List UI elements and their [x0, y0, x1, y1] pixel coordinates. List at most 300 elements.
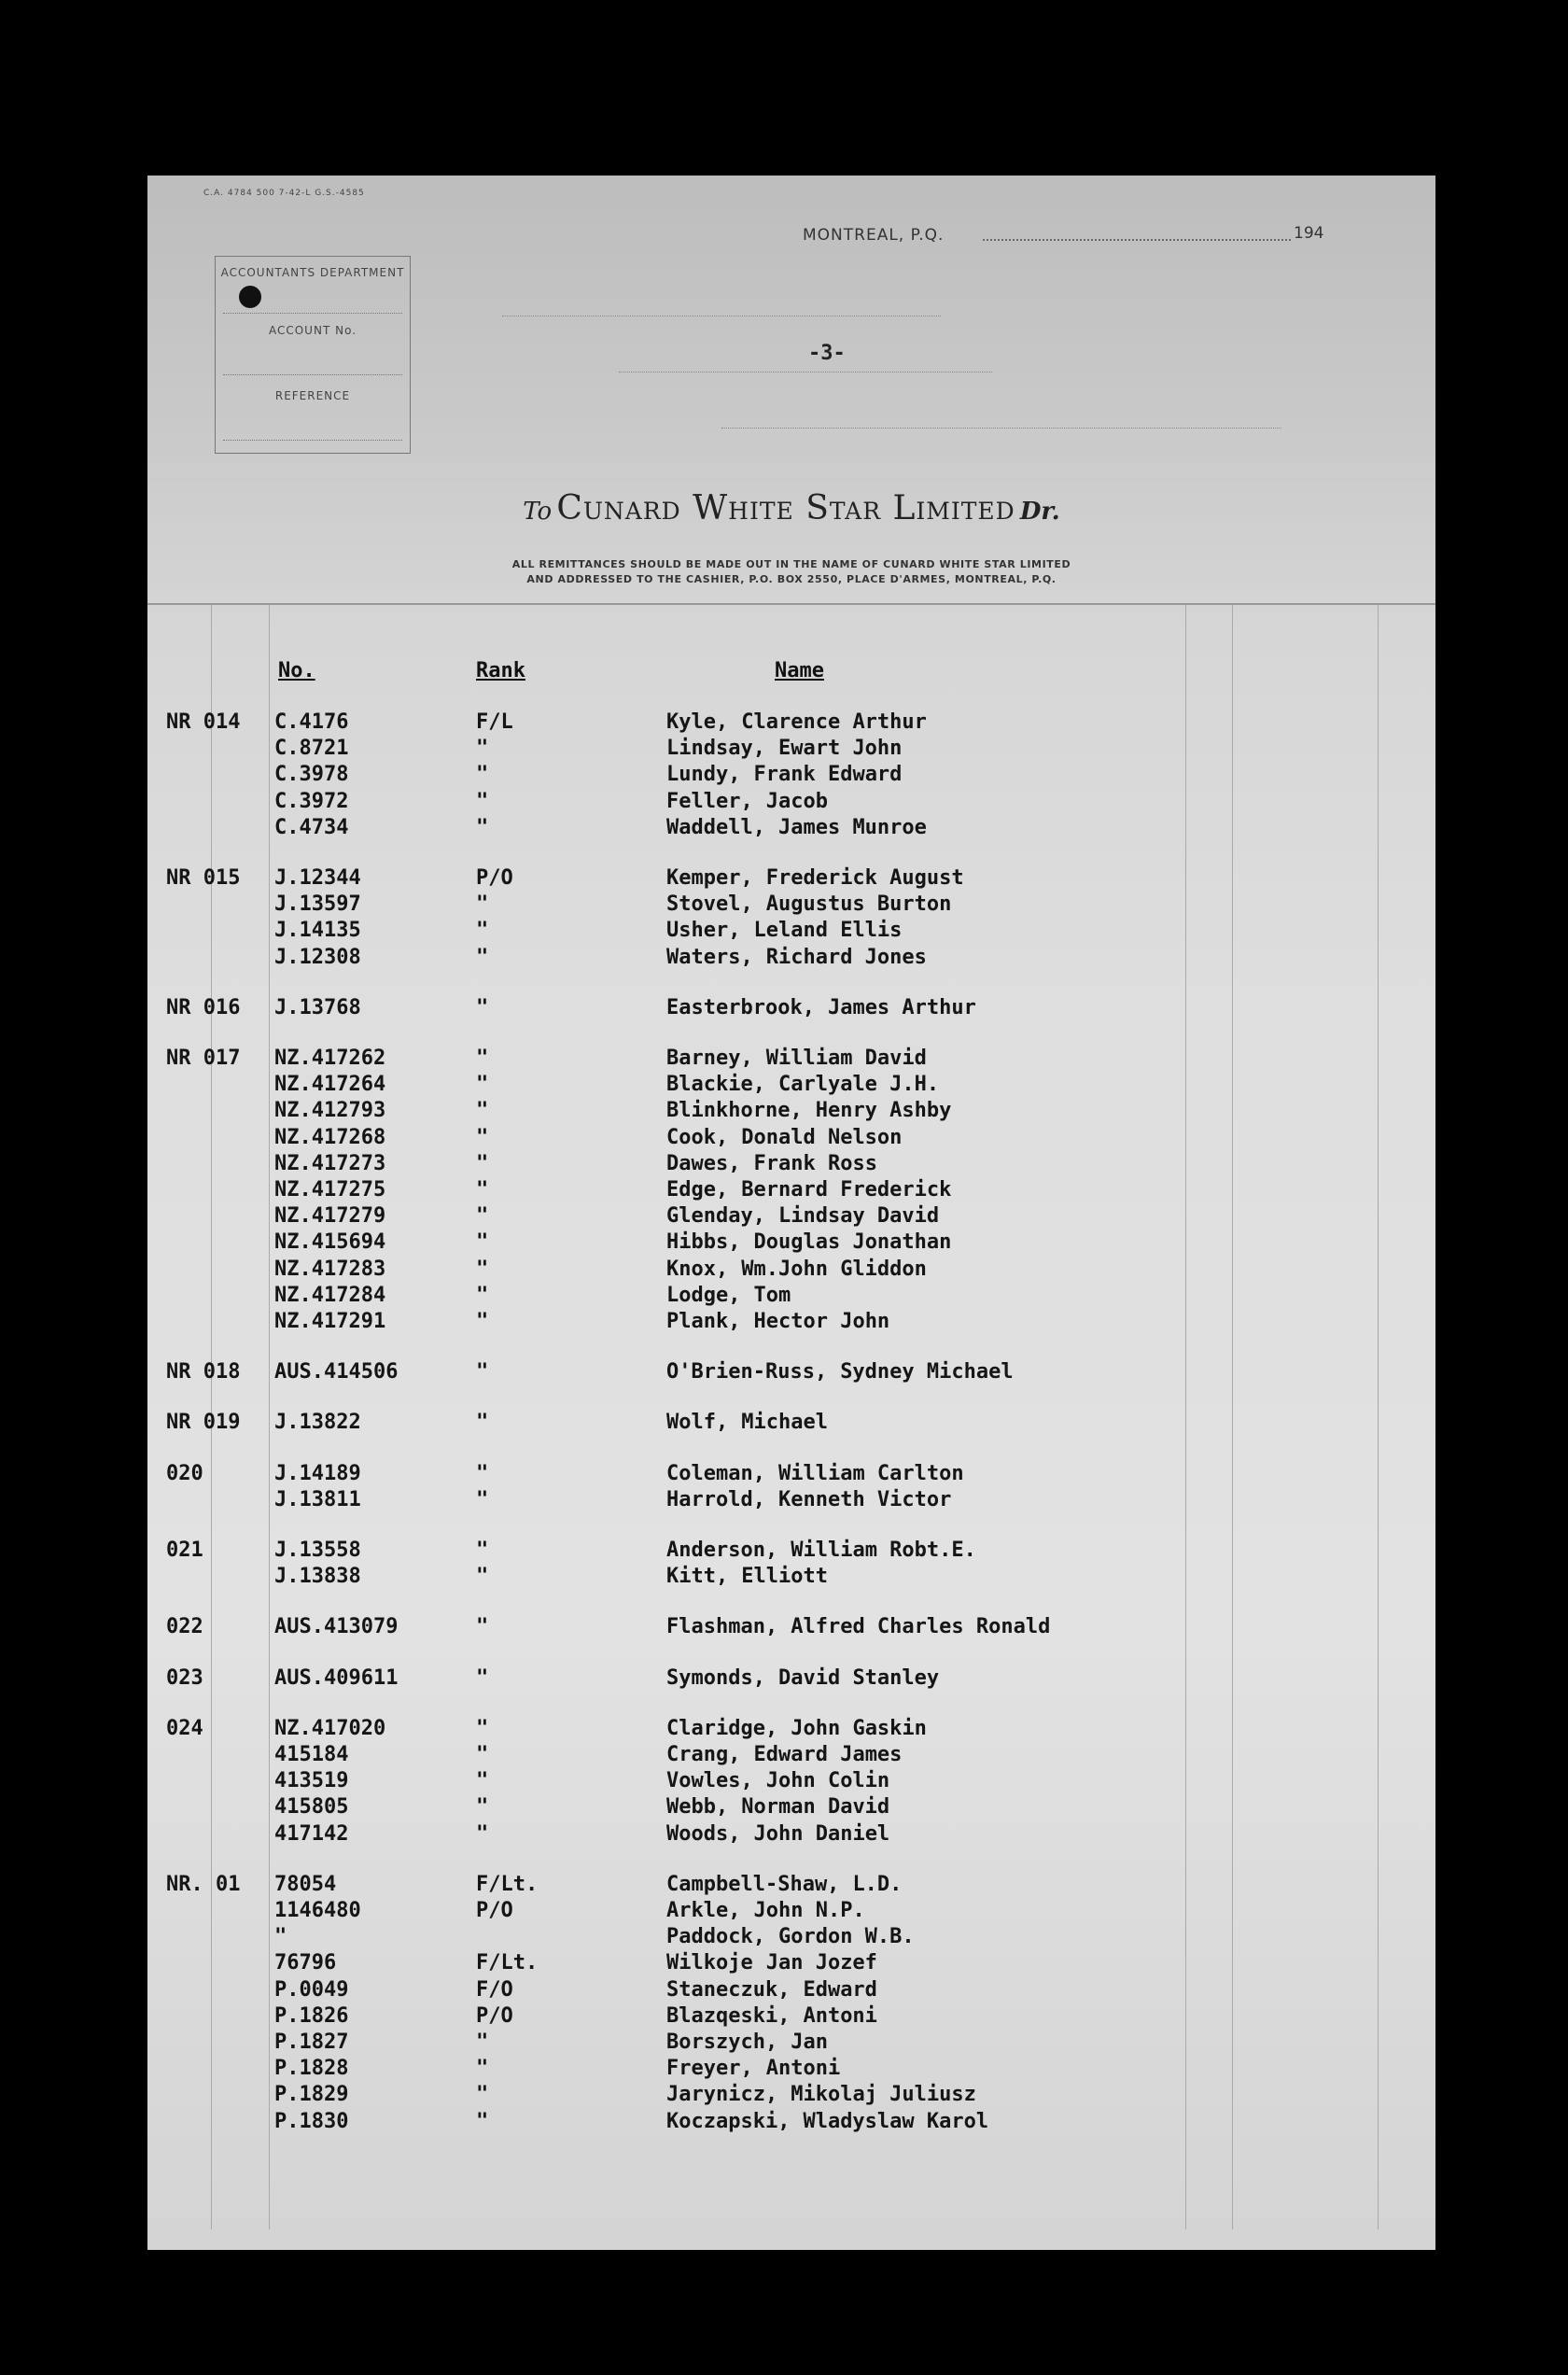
- row-number: NZ.417268: [274, 1125, 386, 1149]
- row-surname: Freyer,: [666, 2057, 753, 2081]
- row-surname: Wolf,: [666, 1411, 729, 1435]
- row-number: AUS.414506: [274, 1360, 399, 1384]
- row-group: 020: [166, 1461, 203, 1485]
- row-group: NR 016: [166, 995, 241, 1019]
- row-name: [666, 1177, 951, 1203]
- row-name: [666, 1872, 902, 1898]
- account-box-divider: [223, 313, 402, 314]
- row-number: NZ.417279: [274, 1204, 386, 1229]
- row-rank: P/O: [476, 866, 513, 890]
- row-given-names: Antoni: [765, 2057, 841, 2081]
- table-row: [147, 892, 1435, 918]
- row-name: [666, 1950, 877, 1976]
- row-name: [666, 2109, 988, 2135]
- row-number: J.13838: [274, 1565, 361, 1589]
- table-row: [147, 2030, 1435, 2056]
- row-name: [666, 710, 927, 736]
- row-given-names: Norman David: [741, 1795, 890, 1820]
- row-given-names: L.D.: [852, 1872, 903, 1896]
- row-surname: Jarynicz,: [666, 2083, 778, 2107]
- date-line: [983, 239, 1291, 241]
- row-surname: Dawes,: [666, 1151, 741, 1175]
- row-given-names: Carlyale J.H.: [777, 1073, 940, 1097]
- row-number: J.13768: [274, 995, 361, 1019]
- row-name: [666, 918, 902, 944]
- table-row: [147, 1742, 1435, 1768]
- row-name: [666, 1768, 889, 1794]
- row-rank: ": [476, 1204, 489, 1229]
- row-name: [666, 1230, 951, 1256]
- row-name: [666, 762, 902, 788]
- row-rank: P/O: [476, 1899, 513, 1922]
- row-surname: Vowles,: [666, 1769, 753, 1793]
- table-row: [147, 1461, 1435, 1487]
- table-row: [147, 1768, 1435, 1794]
- column-header-name: Name: [775, 659, 824, 682]
- row-given-names: Frank Ross: [753, 1151, 877, 1175]
- row-group: NR 017: [166, 1047, 241, 1070]
- table-row: [147, 710, 1435, 736]
- row-rank: ": [476, 1539, 489, 1562]
- row-surname: Anderson,: [666, 1539, 778, 1562]
- row-rank: ": [476, 1821, 489, 1846]
- row-surname: Plank,: [666, 1310, 741, 1333]
- row-rank: ": [476, 1360, 489, 1384]
- row-given-names: William David: [765, 1047, 927, 1070]
- row-number: J.12344: [274, 866, 361, 890]
- row-surname: Blackie,: [666, 1073, 765, 1097]
- row-rank: ": [476, 1716, 489, 1740]
- row-given-names: David Stanley: [777, 1665, 940, 1690]
- row-given-names: William Robt.E.: [791, 1539, 976, 1562]
- row-group: 021: [166, 1539, 203, 1562]
- row-name: [666, 1977, 877, 2003]
- table-row: [147, 1203, 1435, 1230]
- row-surname: Hibbs,: [666, 1230, 741, 1255]
- row-surname: Symonds,: [666, 1665, 765, 1690]
- row-given-names: Bernard Frederick: [741, 1178, 952, 1202]
- row-surname: Harrold,: [666, 1487, 765, 1511]
- table-row: [147, 1410, 1435, 1436]
- year-label: 194: [1294, 224, 1324, 243]
- row-given-names: Mikolaj Juliusz: [791, 2083, 976, 2107]
- row-given-names: Wladyslaw Karol: [803, 2109, 989, 2133]
- row-number: NZ.417020: [274, 1716, 386, 1740]
- row-name: [666, 1794, 889, 1820]
- row-name: [666, 1821, 889, 1848]
- table-row: [147, 1821, 1435, 1848]
- row-name: [666, 1742, 902, 1768]
- row-rank: F/Lt.: [476, 1872, 539, 1896]
- row-name: [666, 2082, 976, 2108]
- row-name: [666, 2056, 840, 2082]
- table-row: [147, 1665, 1435, 1692]
- row-surname: Claridge,: [666, 1716, 778, 1740]
- row-number: NZ.417275: [274, 1178, 386, 1202]
- row-surname: Koczapski,: [666, 2109, 791, 2133]
- row-name: [666, 1283, 791, 1309]
- row-group: 023: [166, 1665, 203, 1690]
- row-given-names: Michael: [741, 1411, 828, 1435]
- row-surname: Waters,: [666, 945, 753, 969]
- row-rank: ": [476, 789, 489, 813]
- form-code: C.A. 4784 500 7-42-L G.S.-4585: [203, 189, 365, 198]
- row-given-names: Elliott: [741, 1565, 828, 1589]
- row-number: J.12308: [274, 945, 361, 969]
- row-given-names: Clarence Arthur: [741, 710, 927, 734]
- row-name: [666, 815, 927, 841]
- row-given-names: Jacob: [765, 789, 828, 813]
- row-given-names: Leland Ellis: [753, 919, 903, 943]
- row-number: J.14135: [274, 919, 361, 943]
- header-rule: [147, 603, 1435, 605]
- row-rank: ": [476, 763, 489, 787]
- row-number: NZ.417262: [274, 1047, 386, 1070]
- row-number: 415805: [274, 1795, 349, 1820]
- table-row: [147, 789, 1435, 815]
- row-name: [666, 1072, 939, 1098]
- row-rank: ": [476, 919, 489, 943]
- row-number: NZ.417273: [274, 1151, 386, 1175]
- row-rank: ": [476, 995, 489, 1019]
- row-group: NR 018: [166, 1360, 241, 1384]
- row-rank: ": [476, 2083, 489, 2107]
- table-row: [147, 1977, 1435, 2003]
- table-row: [147, 1125, 1435, 1151]
- row-surname: Webb,: [666, 1795, 729, 1820]
- row-surname: Paddock,: [666, 1925, 765, 1949]
- row-name: [666, 789, 828, 815]
- row-number: P.1829: [274, 2083, 349, 2107]
- row-given-names: Jan: [791, 2031, 828, 2054]
- row-rank: ": [476, 1743, 489, 1766]
- row-name: [666, 865, 964, 892]
- row-name: [666, 1924, 915, 1950]
- row-name: [666, 2030, 828, 2056]
- row-surname: Crang,: [666, 1743, 741, 1766]
- account-no-label: ACCOUNT No.: [268, 324, 357, 337]
- row-given-names: Frederick August: [765, 866, 964, 890]
- reference-line: [721, 428, 1281, 429]
- row-surname: Barney,: [666, 1047, 753, 1070]
- row-rank: ": [476, 945, 489, 969]
- row-surname: O'Brien-Russ,: [666, 1360, 828, 1384]
- company-name: Cunard White Star Limited: [556, 489, 1015, 527]
- row-rank: ": [476, 1411, 489, 1435]
- table-row: [147, 865, 1435, 892]
- row-given-names: John Colin: [765, 1769, 890, 1793]
- row-surname: Easterbrook,: [666, 995, 815, 1019]
- row-rank: ": [476, 2109, 489, 2133]
- row-name: [666, 945, 927, 971]
- table-row: [147, 1924, 1435, 1950]
- row-name: [666, 1257, 927, 1283]
- row-given-names: Donald Nelson: [741, 1125, 903, 1149]
- row-surname: Lindsay,: [666, 737, 765, 761]
- table-row: [147, 1564, 1435, 1590]
- table-row: [147, 1872, 1435, 1898]
- account-box-divider: [223, 374, 402, 375]
- row-given-names: Hector John: [753, 1310, 890, 1333]
- row-surname: Lundy,: [666, 763, 741, 787]
- account-box-divider: [223, 440, 402, 441]
- row-number: AUS.409611: [274, 1665, 399, 1690]
- row-rank: ": [476, 2031, 489, 2054]
- row-given-names: Wm.John Gliddon: [741, 1257, 927, 1281]
- row-group: NR 019: [166, 1411, 241, 1435]
- column-header-number: No.: [278, 659, 315, 682]
- row-rank: ": [476, 1769, 489, 1793]
- row-group: NR. 01: [166, 1872, 241, 1896]
- row-name: [666, 1410, 828, 1436]
- row-rank: ": [476, 1178, 489, 1202]
- title-dr: Dr.: [1019, 498, 1060, 526]
- row-name: [666, 892, 951, 918]
- row-given-names: James Arthur: [827, 995, 976, 1019]
- row-number: 415184: [274, 1743, 349, 1766]
- row-surname: Usher,: [666, 919, 741, 943]
- row-rank: ": [476, 1099, 489, 1123]
- row-surname: Kemper,: [666, 866, 753, 890]
- row-surname: Knox,: [666, 1257, 729, 1281]
- row-surname: Blinkhorne,: [666, 1099, 803, 1123]
- row-number: 417142: [274, 1821, 349, 1846]
- row-rank: ": [476, 1665, 489, 1690]
- row-rank: ": [476, 1073, 489, 1097]
- dept-label: ACCOUNTANTS DEPARTMENT: [220, 266, 405, 279]
- remittance-note-2: AND ADDRESSED TO THE CASHIER, P.O. BOX 2550, PLACE D'ARMES, MONTREAL, P.Q.: [526, 573, 1057, 585]
- row-number: 1146480: [274, 1899, 361, 1922]
- row-rank: P/O: [476, 2003, 513, 2028]
- row-given-names: John Daniel: [753, 1821, 890, 1846]
- row-given-names: Edward: [803, 1977, 877, 2002]
- row-name: [666, 1461, 964, 1487]
- row-rank: ": [476, 1461, 489, 1485]
- row-number: C.4176: [274, 710, 349, 734]
- row-rank: ": [476, 1310, 489, 1333]
- table-row: [147, 1151, 1435, 1177]
- row-surname: Edge,: [666, 1178, 729, 1202]
- row-number: P.1828: [274, 2057, 349, 2081]
- row-given-names: Augustus Burton: [765, 892, 952, 917]
- table-row: [147, 1716, 1435, 1742]
- row-name: [666, 1614, 1050, 1640]
- row-given-names: Lindsay David: [777, 1204, 940, 1229]
- row-number: J.13597: [274, 892, 361, 917]
- row-surname: Woods,: [666, 1821, 741, 1846]
- row-number: AUS.413079: [274, 1615, 399, 1639]
- document-sheet: [147, 176, 1435, 2250]
- row-surname: Borszych,: [666, 2031, 778, 2054]
- table-row: [147, 918, 1435, 944]
- account-box: [215, 256, 411, 454]
- row-number: NZ.415694: [274, 1230, 386, 1255]
- row-surname: Blazqeski,: [666, 2003, 791, 2028]
- row-surname: Arkle,: [666, 1899, 741, 1922]
- table-row: [147, 1487, 1435, 1513]
- row-rank: ": [476, 1615, 489, 1639]
- table-row: [147, 1283, 1435, 1309]
- row-number: C.8721: [274, 737, 349, 761]
- row-number: NZ.417264: [274, 1073, 386, 1097]
- column-header-rank: Rank: [476, 659, 525, 682]
- page-number: -3-: [808, 342, 846, 365]
- row-given-names: Sydney Michael: [840, 1360, 1014, 1384]
- row-surname: Kyle,: [666, 710, 729, 734]
- row-name: [666, 1665, 939, 1692]
- row-name: [666, 1359, 1014, 1385]
- row-rank: ": [476, 1125, 489, 1149]
- row-given-names: Kenneth Victor: [777, 1487, 952, 1511]
- row-surname: Stovel,: [666, 892, 753, 917]
- table-row: [147, 815, 1435, 841]
- row-name: [666, 1898, 865, 1924]
- row-name: [666, 1125, 902, 1151]
- row-number: P.1827: [274, 2031, 349, 2054]
- table-row: [147, 995, 1435, 1021]
- invoice-title: [147, 489, 1435, 527]
- row-surname: Waddell,: [666, 815, 765, 839]
- row-given-names: William Carlton: [777, 1461, 964, 1485]
- row-surname: Kitt,: [666, 1565, 729, 1589]
- row-surname: Staneczuk,: [666, 1977, 791, 2002]
- row-name: [666, 995, 976, 1021]
- row-rank: ": [476, 1151, 489, 1175]
- row-rank: F/Lt.: [476, 1951, 539, 1975]
- row-name: [666, 736, 902, 762]
- row-rank: ": [476, 892, 489, 917]
- row-rank: ": [476, 2057, 489, 2081]
- row-given-names: John N.P.: [753, 1899, 865, 1922]
- table-row: [147, 1614, 1435, 1640]
- row-number: J.13822: [274, 1411, 361, 1435]
- row-surname: Wilkoje: [666, 1951, 753, 1975]
- row-rank: F/O: [476, 1977, 513, 2002]
- row-given-names: Antoni: [803, 2003, 877, 2028]
- table-row: [147, 1230, 1435, 1256]
- row-surname: Coleman,: [666, 1461, 765, 1485]
- row-given-names: Tom: [753, 1283, 791, 1307]
- row-number: C.3978: [274, 763, 349, 787]
- row-group: 022: [166, 1615, 203, 1639]
- remittance-note-1: ALL REMITTANCES SHOULD BE MADE OUT IN THE NAME OF CUNARD WHITE STAR LIMITED: [511, 558, 1071, 570]
- row-name: [666, 1716, 927, 1742]
- row-number: C.3972: [274, 789, 349, 813]
- row-number: NZ.417283: [274, 1257, 386, 1281]
- row-name: [666, 1487, 951, 1513]
- row-number: 413519: [274, 1769, 349, 1793]
- punch-hole: [239, 286, 261, 308]
- table-row: [147, 1072, 1435, 1098]
- row-name: [666, 1151, 877, 1177]
- table-row: [147, 1538, 1435, 1564]
- row-name: [666, 1046, 927, 1072]
- row-rank: ": [476, 1487, 489, 1511]
- table-row: [147, 1046, 1435, 1072]
- row-given-names: Douglas Jonathan: [753, 1230, 952, 1255]
- table-row: [147, 736, 1435, 762]
- row-number: NZ.412793: [274, 1099, 386, 1123]
- row-name: [666, 1098, 951, 1124]
- table-row: [147, 1177, 1435, 1203]
- row-group: NR 015: [166, 866, 241, 890]
- table-row: [147, 2056, 1435, 2082]
- row-given-names: Gordon W.B.: [777, 1925, 915, 1949]
- table-row: [147, 1309, 1435, 1335]
- row-rank: ": [476, 1565, 489, 1589]
- row-number: P.1826: [274, 2003, 349, 2028]
- row-name: [666, 2003, 877, 2030]
- row-rank: ": [476, 737, 489, 761]
- row-surname: Glenday,: [666, 1204, 765, 1229]
- table-row: [147, 1950, 1435, 1976]
- table-row: [147, 1257, 1435, 1283]
- row-surname: Feller,: [666, 789, 753, 813]
- row-name: [666, 1538, 976, 1564]
- row-number: 78054: [274, 1872, 337, 1896]
- row-rank: ": [476, 815, 489, 839]
- row-number: 76796: [274, 1951, 337, 1975]
- row-given-names: John Gaskin: [791, 1716, 927, 1740]
- row-number: NZ.417284: [274, 1283, 386, 1307]
- city-label: MONTREAL, P.Q.: [803, 226, 945, 245]
- row-name: [666, 1309, 889, 1335]
- reference-label: REFERENCE: [274, 389, 351, 402]
- table-row: [147, 1794, 1435, 1820]
- row-number: C.4734: [274, 815, 349, 839]
- row-rank: ": [476, 1047, 489, 1070]
- title-to: To: [523, 498, 553, 526]
- row-number: J.13811: [274, 1487, 361, 1511]
- row-given-names: James Munroe: [777, 815, 927, 839]
- table-row: [147, 762, 1435, 788]
- row-number: P.0049: [274, 1977, 349, 2002]
- row-name: [666, 1203, 939, 1230]
- table-row: [147, 1898, 1435, 1924]
- row-number: ": [274, 1925, 287, 1949]
- table-row: [147, 2109, 1435, 2135]
- row-number: P.1830: [274, 2109, 349, 2133]
- table-row: [147, 2003, 1435, 2030]
- table-row: [147, 1359, 1435, 1385]
- table-row: [147, 2082, 1435, 2108]
- row-given-names: Jan Jozef: [765, 1951, 877, 1975]
- row-surname: Flashman,: [666, 1615, 778, 1639]
- row-surname: Cook,: [666, 1125, 729, 1149]
- row-given-names: Richard Jones: [765, 945, 927, 969]
- row-rank: ": [476, 1795, 489, 1820]
- row-group: NR 014: [166, 710, 241, 734]
- row-given-names: Alfred Charles Ronald: [791, 1615, 1051, 1639]
- table-row: [147, 945, 1435, 971]
- row-rank: ": [476, 1283, 489, 1307]
- row-rank: ": [476, 1257, 489, 1281]
- row-given-names: Frank Edward: [753, 763, 903, 787]
- row-rank: F/L: [476, 710, 513, 734]
- row-number: J.14189: [274, 1461, 361, 1485]
- row-group: 024: [166, 1716, 203, 1740]
- row-rank: ": [476, 1230, 489, 1255]
- row-given-names: Ewart John: [777, 737, 903, 761]
- row-number: J.13558: [274, 1539, 361, 1562]
- row-given-names: Henry Ashby: [815, 1099, 952, 1123]
- table-row: [147, 1098, 1435, 1124]
- row-given-names: Edward James: [753, 1743, 903, 1766]
- row-name: [666, 1564, 828, 1590]
- row-surname: Lodge,: [666, 1283, 741, 1307]
- row-surname: Campbell-Shaw,: [666, 1872, 840, 1896]
- row-number: NZ.417291: [274, 1310, 386, 1333]
